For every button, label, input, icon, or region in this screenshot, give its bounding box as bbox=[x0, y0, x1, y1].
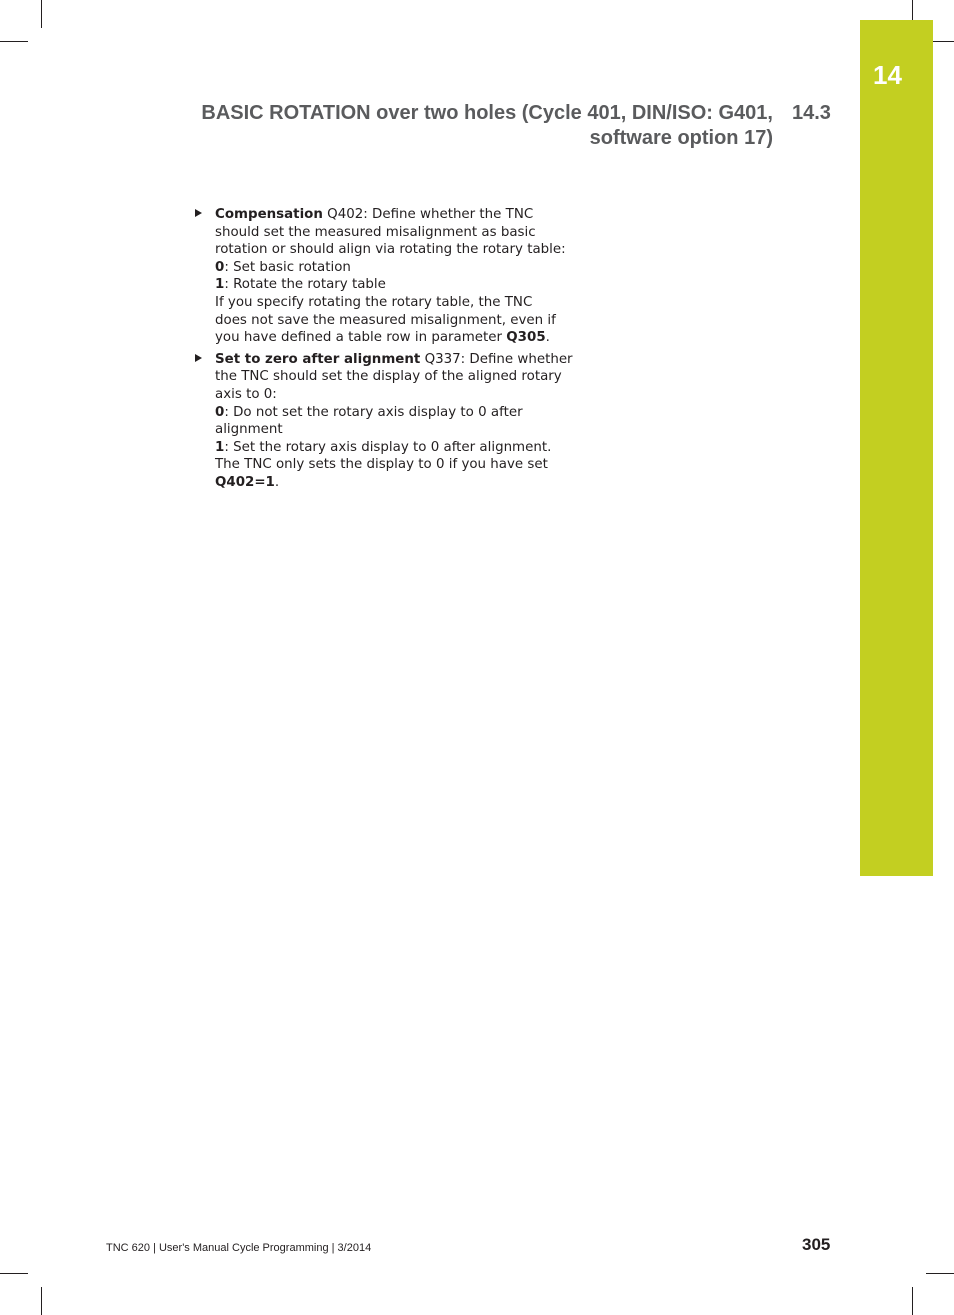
crop-mark bbox=[0, 41, 28, 42]
chapter-tab bbox=[860, 20, 933, 876]
bold-text: Q402=1 bbox=[215, 474, 275, 490]
chapter-number: 14 bbox=[873, 60, 902, 90]
text-line bbox=[215, 474, 565, 492]
page-title-line1: BASIC ROTATION over two holes (Cycle 401, DIN/ISO: G401, bbox=[201, 102, 773, 124]
text-run: Q402: Define whether the TNC bbox=[322, 207, 534, 222]
text-run: should set the measured misalignment as basic bbox=[215, 224, 536, 240]
text-line bbox=[215, 276, 565, 294]
text-run: you have defined a table row in parameter bbox=[215, 330, 507, 346]
bold-text: 0 bbox=[215, 259, 225, 275]
text-run: does not save the measured misalignment, even if bbox=[215, 312, 556, 328]
text-run: If you specify rotating the rotary table, the TNC bbox=[215, 294, 533, 310]
text-run: rotation or should align via rotating the rotary table: bbox=[215, 242, 566, 258]
text-line bbox=[215, 351, 573, 369]
text-run: : Set the rotary axis display to 0 after alignment. bbox=[224, 439, 552, 455]
parameter-item-q337 bbox=[195, 351, 573, 492]
parameter-item-q402 bbox=[195, 206, 565, 347]
text-line bbox=[215, 404, 565, 422]
parameter-text bbox=[215, 351, 573, 492]
parameter-list bbox=[195, 206, 573, 496]
text-run: . bbox=[274, 474, 280, 490]
text-line bbox=[215, 312, 565, 330]
bold-text: Set to zero after alignment bbox=[215, 351, 421, 367]
crop-mark bbox=[0, 1273, 28, 1274]
bold-text: Q305 bbox=[506, 330, 546, 346]
bold-text: 1 bbox=[215, 439, 225, 455]
text-line bbox=[215, 368, 565, 386]
text-run: the TNC should set the display of the aligned rotary bbox=[215, 369, 562, 385]
text-line bbox=[215, 386, 565, 404]
page-title-line2: software option 17) bbox=[589, 127, 773, 149]
bold-text: 1 bbox=[215, 277, 225, 293]
triangle-bullet-icon bbox=[195, 354, 202, 362]
parameter-text bbox=[215, 206, 565, 347]
section-number: 14.3 bbox=[792, 102, 831, 124]
crop-mark bbox=[912, 1287, 913, 1315]
page-number: 305 bbox=[802, 1235, 831, 1254]
page-title bbox=[153, 101, 773, 151]
text-line bbox=[215, 259, 565, 277]
text-run: : Rotate the rotary table bbox=[224, 277, 386, 293]
text-run: alignment bbox=[215, 422, 283, 438]
text-run: Q337: Define whether bbox=[420, 351, 573, 367]
text-run: . bbox=[545, 330, 550, 346]
text-run: The TNC only sets the display to 0 if you have set bbox=[215, 457, 548, 473]
text-line bbox=[215, 294, 565, 312]
text-line bbox=[215, 456, 565, 474]
text-line bbox=[215, 241, 565, 259]
text-run: axis to 0: bbox=[215, 386, 277, 402]
crop-mark bbox=[41, 1287, 42, 1315]
text-line bbox=[215, 206, 565, 224]
text-line bbox=[215, 224, 565, 242]
text-run: : Set basic rotation bbox=[224, 259, 351, 275]
triangle-bullet-icon bbox=[195, 209, 202, 217]
crop-mark bbox=[926, 1273, 954, 1274]
text-run: : Do not set the rotary axis display to 0 after bbox=[224, 404, 523, 420]
text-line bbox=[215, 421, 565, 439]
footer-text: TNC 620 | User's Manual Cycle Programming | 3/2014 bbox=[106, 1242, 372, 1254]
bold-text: Compensation bbox=[215, 207, 323, 222]
text-line bbox=[215, 439, 565, 457]
text-line bbox=[215, 329, 565, 347]
bold-text: 0 bbox=[215, 404, 225, 420]
crop-mark bbox=[41, 0, 42, 28]
